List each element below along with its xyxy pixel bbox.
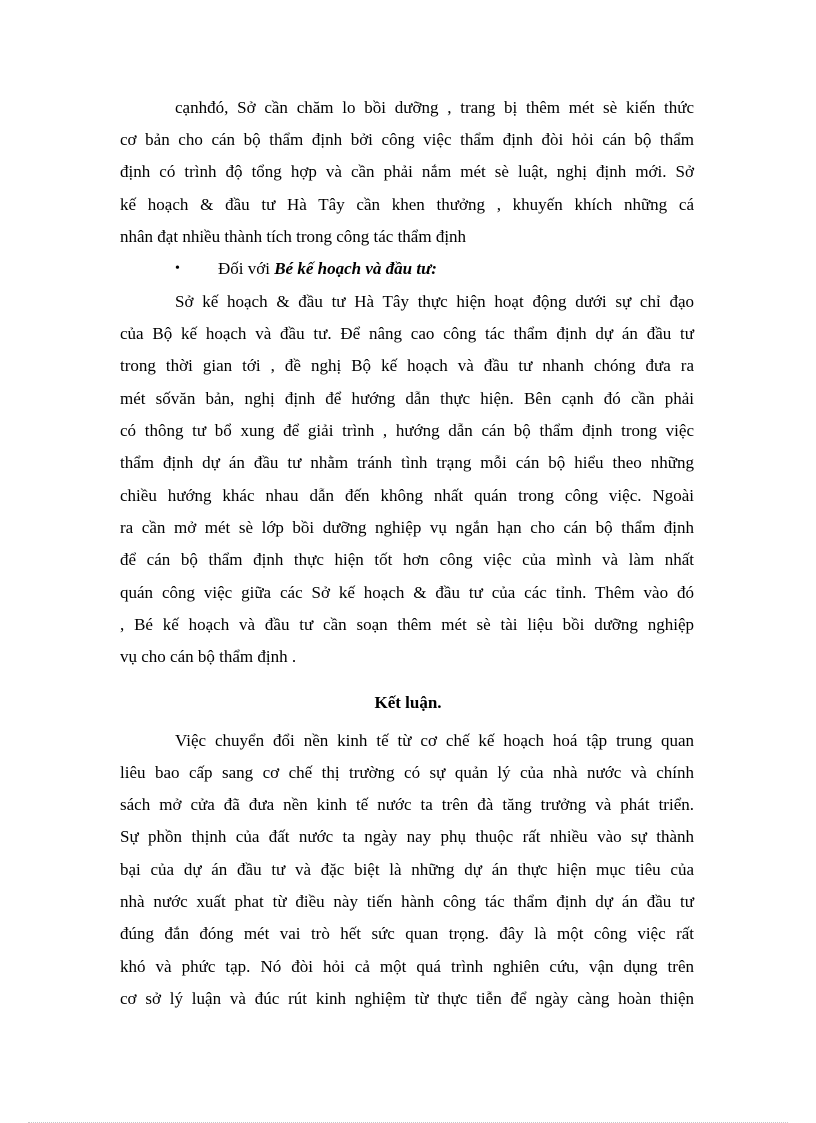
section-heading: Kết luận.: [374, 693, 442, 712]
paragraph-2-line: vụ cho cán bộ thẩm định .: [120, 647, 297, 666]
paragraph-2-line: trong thời gian tới , đề nghị Bộ kế hoạch và đầu tư nhanh chóng đưa ra: [120, 356, 694, 375]
paragraph-3-line: liêu bao cấp sang cơ chế thị trường có sự quản lý của nhà nước và chính: [120, 763, 694, 782]
paragraph-2-line: Sở kế hoạch & đầu tư Hà Tây thực hiện hoạt động dưới sự chỉ đạo: [175, 292, 694, 311]
paragraph-2-line: , Bé kế hoạch và đầu tư cần soạn thêm mét sè tài liệu bồi dưỡng nghiệp: [120, 615, 694, 634]
paragraph-3-line: đúng đắn đóng mét vai trò hết sức quan trọng. đây là một công việc rất: [120, 924, 694, 943]
paragraph-2-line: của Bộ kế hoạch và đầu tư. Để nâng cao công tác thẩm định dự án đầu tư: [120, 324, 694, 343]
paragraph-3-line: cơ sở lý luận và đúc rút kinh nghiệm từ thực tiễn để ngày càng hoàn thiện: [120, 989, 694, 1008]
paragraph-2-line: có thông tư bổ xung để giải trình , hướng dẫn cán bộ thẩm định trong việc: [120, 421, 694, 440]
bullet-icon: •: [175, 261, 180, 276]
paragraph-2-line: thẩm định dự án đầu tư nhằm tránh tình trạng mỗi cán bộ hiểu theo những: [120, 453, 694, 472]
bullet-prefix: Đối với: [218, 259, 270, 278]
paragraph-2-line: mét sốvăn bản, nghị định để hướng dẫn thực hiện. Bên cạnh đó cần phải: [120, 389, 694, 408]
paragraph-3-line: khó và phức tạp. Nó đòi hỏi cả một quá trình nghiên cứu, vận dụng trên: [120, 957, 694, 976]
paragraph-1-line: cơ bản cho cán bộ thẩm định bởi công việc thẩm định đòi hỏi cán bộ thẩm: [120, 130, 694, 149]
paragraph-1-line: kế hoạch & đầu tư Hà Tây cần khen thưởng , khuyến khích những cá: [120, 195, 694, 214]
paragraph-3-line: bại của dự án đầu tư và đặc biệt là những dự án thực hiện mục tiêu của: [120, 860, 694, 879]
paragraph-2-line: để cán bộ thẩm định thực hiện tốt hơn công việc của mình và làm nhất: [120, 550, 694, 569]
paragraph-3-line: Sự phồn thịnh của đất nước ta ngày nay phụ thuộc rất nhiều vào sự thành: [120, 827, 694, 846]
paragraph-1-line: cạnhđó, Sở cần chăm lo bồi dưỡng , trang bị thêm mét sè kiến thức: [175, 98, 694, 117]
paragraph-3-line: Việc chuyển đổi nền kinh tế từ cơ chế kế hoạch hoá tập trung quan: [175, 731, 694, 750]
paragraph-3-line: nhà nước xuất phat từ điều này tiến hành công tác thẩm định dự án đầu tư: [120, 892, 694, 911]
paragraph-2-line: quán công việc giữa các Sở kế hoạch & đầu tư của các tỉnh. Thêm vào đó: [120, 583, 694, 602]
bullet-emphasis: Bé kế hoạch và đầu tư:: [274, 259, 437, 278]
bullet-item: [218, 259, 694, 279]
paragraph-1-line: định có trình độ tổng hợp và cần phải nắm mét sè luật, nghị định mới. Sở: [120, 162, 694, 181]
paragraph-2-line: ra cần mở mét sè lớp bồi dưỡng nghiệp vụ ngắn hạn cho cán bộ thẩm định: [120, 518, 694, 537]
paragraph-3-line: sách mở cửa đã đưa nền kinh tế nước ta trên đà tăng trưởng và phát triển.: [120, 795, 694, 814]
paragraph-2-line: chiều hướng khác nhau dẫn đến không nhất quán trong công việc. Ngoài: [120, 486, 694, 505]
paragraph-1-line: nhân đạt nhiều thành tích trong công tác thẩm định: [120, 227, 467, 246]
